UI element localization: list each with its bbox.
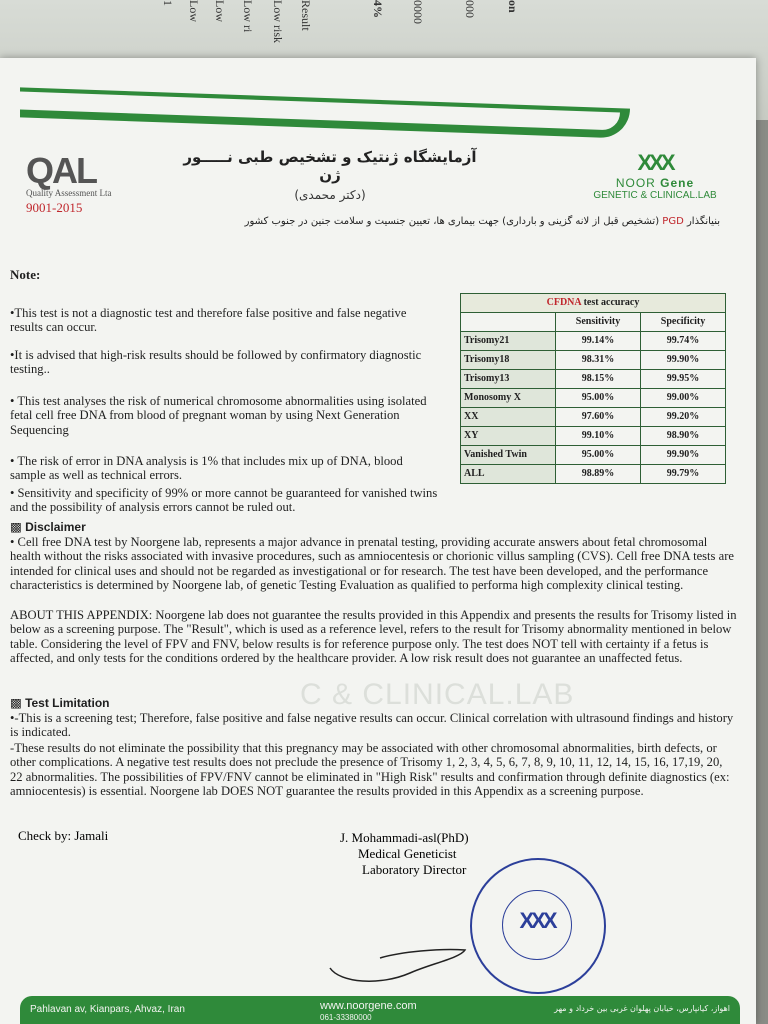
under-col-low2: Low [187, 0, 201, 22]
note-p5: • Sensitivity and specificity of 99% or more cannot be guaranteed for vanished twins and the possibility of analysis errors cannot be ruled out. [10, 486, 438, 515]
under-col-pct: 4% [371, 0, 385, 18]
under-col-0000: 0000 [411, 0, 425, 24]
doctor-name-fa: (دکتر محمدی) [294, 188, 366, 202]
table-row: XY 99.10% 98.90% [461, 427, 726, 446]
under-col-result: Result [299, 0, 313, 31]
table-row: Trisomy21 99.14% 99.74% [461, 332, 726, 351]
signoff-block [340, 830, 469, 878]
stamp-dna-icon: XXX [502, 890, 572, 960]
dna-mark-icon: XXX [637, 150, 673, 175]
signature-icon [320, 928, 470, 988]
table-row: XX 97.60% 99.20% [461, 408, 726, 427]
check-by: Check by: Jamali [18, 828, 109, 843]
accuracy-table [460, 293, 726, 484]
under-col-1: 1 [161, 0, 175, 6]
brand-subtitle: GENETIC & CLINICAL.LAB [593, 190, 717, 201]
qal-logo-text: QAL [26, 150, 96, 191]
note-p4: • The risk of error in DNA analysis is 1% that includes mix up of DNA, blood sample as well as technical errors. [10, 454, 403, 483]
under-col-lowri: Low ri [241, 0, 255, 33]
disclaimer-title: ▩ Disclaimer [10, 520, 86, 534]
table-row: Trisomy13 98.15% 99.95% [461, 370, 726, 389]
table-row: ALL 98.89% 99.79% [461, 465, 726, 484]
footer-address-fa: اهواز، کیانپارس، خیابان پهلوان غربی بین خرداد و مهر [554, 1004, 730, 1013]
col-specificity: Specificity [641, 313, 726, 332]
director-name: J. Mohammadi-asl(PhD) [340, 830, 469, 845]
note-title: Note: [10, 267, 41, 282]
table-title: CFDNA test accuracy [461, 294, 726, 313]
under-col-low1: Low [213, 0, 227, 22]
under-col-000: 000 [463, 0, 477, 18]
table-corner [461, 313, 556, 332]
director-role1: Medical Geneticist [358, 846, 457, 861]
brand-name: NOOR Gene [615, 176, 695, 190]
qa-subtitle: Quality Assessment Lta [26, 188, 112, 198]
footer-phone: 061-33380000 [320, 1013, 372, 1022]
noorgene-logo [580, 150, 730, 201]
table-row: Monosomy X 95.00% 99.00% [461, 389, 726, 408]
limitation-p2: -These results do not eliminate the possibility that this pregnancy may be associated with other chromosomal abnormalities, birth defects, or other complications. A negative test results does not preclude the presence of Trisomy 1, 2, 3, 4, 5, 6, 7, 8, 9, 10, 11, 12, 14, 15, 16, 17,19, 20, 22 abnormalities. The possibilities of FPV/FNV cannot be eliminated in "High Risk" results and confirmation through definite diagnostics (ex: amniocentesis) is essential. Noorgene lab DOES NOT guarantee the results provided in this Appendix as a screening purpose. [10, 741, 730, 799]
lab-name-fa: آزمایشگاه ژنتیک و تشخیص طبی نـــــور ژن [183, 148, 477, 184]
limitation-p1: •-This is a screening test; Therefore, false positive and false negative results can occur. Clinical correlation with ultrasound findings and history is indicated. [10, 711, 734, 740]
footer-website: www.noorgene.com [320, 1000, 417, 1012]
quality-logo [26, 150, 136, 216]
note-p3: • This test analyses the risk of numerical chromosome abnormalities using isolated fetal cell free DNA from blood of pregnant woman by using Next Generation Sequencing [10, 394, 427, 437]
footer-address: Pahlavan av, Kianpars, Ahvaz, Iran [30, 1004, 185, 1015]
footer-bar [20, 996, 740, 1024]
watermark: C & CLINICAL.LAB [300, 678, 575, 711]
limitation-title: ▩ Test Limitation [10, 696, 110, 710]
disclaimer-p1: • Cell free DNA test by Noorgene lab, represents a major advance in prenatal testing, providing accurate answers about fetal chromosomal health without the risks associated with invasive procedures, such as amniocentesis or chorionic villus sampling (CVS). Cell free DNA tests are intended for clinical uses and should not be regarded as investigational or for research. The test have been developed, and the performance characteristics is determined by Noorgene lab, of genetic Testing Evaluation as qualified to performa high complexity clinical testing. [10, 535, 734, 593]
disclaimer-p2: ABOUT THIS APPENDIX: Noorgene lab does not guarantee the results provided in this Appendix and presents the results for Trisomy listed in below as a screening purpose. The "Result", which is used as a reference level, refers to the result for Trisomy abnormality mentioned in below table. Considering the level of FPV and FNV, below results is for reference purpose only. The test does NOT tell with certainty if a fetus is affected, and only tests for the conditions ordered by the healthcare provider. A low risk result does not guarantee an unaffected fetus. [10, 608, 737, 666]
director-role2: Laboratory Director [362, 862, 467, 877]
col-sensitivity: Sensitivity [556, 313, 641, 332]
lab-stamp [470, 858, 606, 994]
iso-number: 9001-2015 [26, 200, 83, 215]
note-p2: •It is advised that high-risk results should be followed by confirmatory diagnostic testing.. [10, 348, 422, 377]
lab-name-block [180, 148, 480, 202]
table-row: Trisomy18 98.31% 99.90% [461, 351, 726, 370]
table-row: Vanished Twin 95.00% 99.90% [461, 446, 726, 465]
note-p1: •This test is not a diagnostic test and therefore false positive and false negative results can occur. [10, 306, 407, 335]
report-page [0, 58, 756, 1024]
founder-line: بنیانگذار PGD (تشخیص قبل از لانه گزینی و بارداری) جهت بیماری ها، تعیین جنسیت و سلامت جنین در جنوب کشور [244, 216, 720, 227]
under-col-on: on [506, 0, 520, 13]
under-col-lowrisk: Low risk [271, 0, 285, 43]
